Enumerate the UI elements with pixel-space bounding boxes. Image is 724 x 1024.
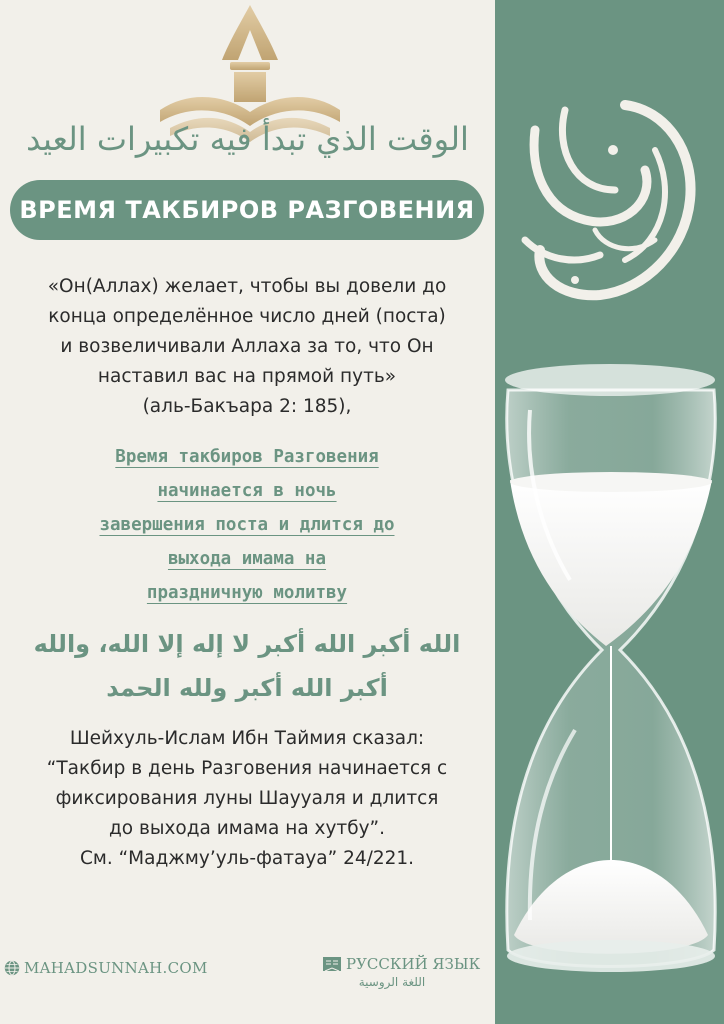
takbir-line: الله أكبر الله أكبر لا إله إلا الله، والله bbox=[33, 630, 461, 658]
hourglass-illustration bbox=[470, 360, 724, 980]
note-line: Время такбиров Разговения bbox=[115, 447, 379, 467]
sheikh-line: до выхода имама на хутбу”. bbox=[108, 818, 386, 839]
website-link[interactable] bbox=[4, 957, 208, 979]
sheikh-line: Шейхуль-Ислам Ибн Таймия сказал: bbox=[69, 728, 425, 749]
website-text: MAHADSUNNAH.COM bbox=[24, 959, 208, 977]
calligraphy-emblem bbox=[505, 90, 715, 320]
arabic-title: الوقت الذي تبدأ فيه تكبيرات العيد bbox=[26, 120, 469, 158]
note-line: праздничную молитву bbox=[146, 583, 348, 603]
quote-line: наставил вас на прямой путь» bbox=[97, 366, 397, 387]
sheikh-line: фиксирования луны Шаууаля и длится bbox=[55, 788, 439, 809]
language-ar: اللغة الروسية bbox=[358, 975, 426, 989]
language-ru: РУССКИЙ ЯЗЫК bbox=[346, 955, 481, 973]
quran-quote bbox=[10, 272, 484, 422]
takbir-time-note bbox=[10, 440, 484, 610]
quote-line: «Он(Аллах) желает, чтобы вы довели до bbox=[47, 276, 447, 297]
quote-line: и возвеличивали Аллаха за то, что Он bbox=[60, 336, 434, 357]
quote-line: конца определённое число дней (поста) bbox=[48, 306, 446, 327]
arabic-takbir bbox=[10, 622, 484, 710]
title-banner bbox=[10, 180, 484, 240]
book-icon bbox=[322, 955, 342, 973]
note-line: выхода имама на bbox=[167, 549, 327, 569]
language-label bbox=[322, 955, 494, 989]
note-line: начинается в ночь bbox=[157, 481, 337, 501]
sheikh-quote bbox=[10, 724, 484, 874]
sheikh-line: “Такбир в день Разговения начинается с bbox=[46, 758, 448, 779]
sheikh-source: См. “Маджму’уль-фатауа” 24/221. bbox=[79, 848, 415, 869]
globe-icon bbox=[4, 960, 20, 976]
takbir-line: أكبر الله أكبر ولله الحمد bbox=[106, 674, 388, 702]
note-line: завершения поста и длится до bbox=[99, 515, 395, 535]
quote-reference: (аль-Бакъара 2: 185), bbox=[142, 396, 352, 417]
banner-title: ВРЕМЯ ТАКБИРОВ РАЗГОВЕНИЯ bbox=[19, 196, 475, 224]
